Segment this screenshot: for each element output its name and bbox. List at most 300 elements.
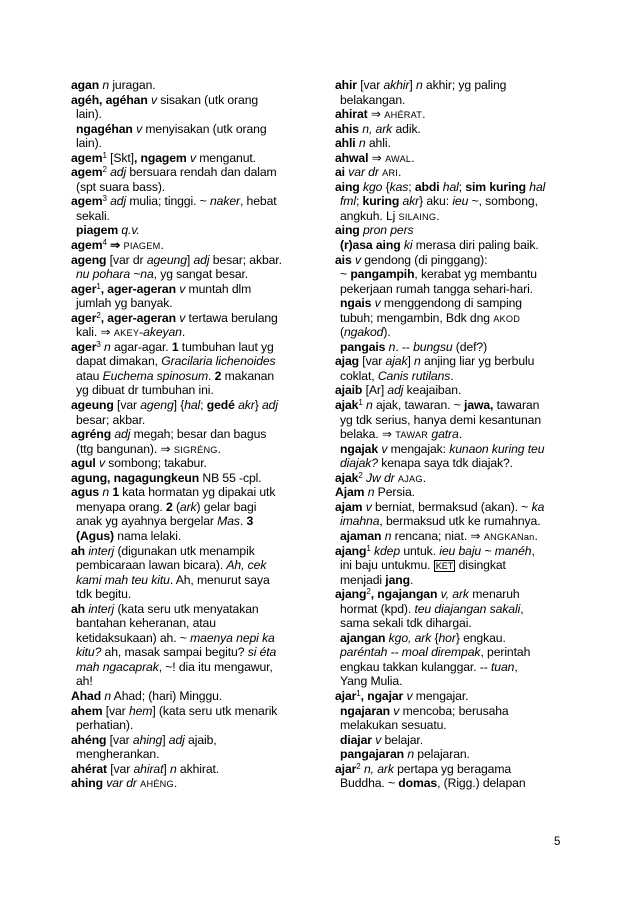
definition-text: ). xyxy=(383,325,391,340)
dictionary-line xyxy=(71,485,303,500)
homonym-number: 1 xyxy=(96,281,101,291)
headword-bold: domas xyxy=(398,776,438,791)
dictionary-line xyxy=(71,442,303,457)
definition-text: untuk. xyxy=(400,543,440,558)
definition-text: . xyxy=(436,208,440,223)
headword-bold: agan xyxy=(71,78,100,92)
definition-text: NB 55 -cpl. xyxy=(199,470,262,485)
definition-text: akhir; yg paling xyxy=(422,78,507,92)
headword-bold: pangajaran xyxy=(340,747,405,762)
headword-bold: ahli xyxy=(335,136,356,151)
dictionary-line xyxy=(335,354,567,369)
dictionary-line xyxy=(335,747,567,762)
dictionary-line xyxy=(335,413,567,428)
italic-text: n, ark xyxy=(363,761,394,776)
dictionary-line xyxy=(335,573,567,588)
italic-text: adj xyxy=(168,732,185,747)
headword-bold: kuring xyxy=(362,194,400,209)
italic-text: n xyxy=(104,688,112,703)
headword-bold: ahir xyxy=(335,78,357,92)
definition-text: pelajaran. xyxy=(414,747,470,762)
headword-bold: 1 xyxy=(112,485,120,500)
definition-text: , kerabat yg membantu xyxy=(414,267,537,282)
cross-reference: AHÉRAT xyxy=(384,110,423,121)
definition-text: belaka. ⇒ xyxy=(340,427,396,442)
definition-text: Persia. xyxy=(374,485,415,500)
headword-bold: agem xyxy=(71,238,103,253)
headword-bold: ajangan xyxy=(340,630,386,645)
italic-text: diajak? xyxy=(340,456,378,471)
definition-text: besar; akbar. xyxy=(76,412,146,427)
dictionary-line xyxy=(71,587,303,602)
definition-text: belakangan. xyxy=(340,92,406,107)
definition-text: atau xyxy=(76,368,103,383)
dictionary-line xyxy=(71,413,303,428)
dictionary-line xyxy=(335,194,567,209)
definition-text: . xyxy=(534,528,538,543)
headword-bold: agung, nagagungkeun xyxy=(71,470,200,485)
headword-bold: ahis xyxy=(335,121,359,136)
headword-bold: ⇒ xyxy=(110,238,121,253)
dictionary-line xyxy=(71,93,303,108)
italic-text: naker xyxy=(209,194,240,209)
italic-text: adj xyxy=(114,427,131,442)
definition-text: melakukan sesuatu. xyxy=(340,718,447,733)
italic-text: ieu xyxy=(452,194,469,209)
definition-text: hormat (kpd). xyxy=(340,601,415,616)
dictionary-line xyxy=(335,122,567,137)
italic-text: v xyxy=(98,456,105,471)
italic-text: n xyxy=(384,528,392,543)
italic-text: si éta xyxy=(247,645,277,660)
dictionary-line xyxy=(71,645,303,660)
definition-text: Yang Mulia. xyxy=(340,674,403,689)
italic-text: hal xyxy=(529,179,546,194)
dictionary-line xyxy=(71,122,303,137)
headword-bold: ajak xyxy=(335,398,359,413)
dictionary-line xyxy=(335,718,567,733)
definition-text: . xyxy=(208,368,215,383)
headword-bold: Ahad xyxy=(71,688,102,703)
headword-bold: ais xyxy=(335,252,352,267)
definition-text: ajaib, xyxy=(184,732,217,747)
definition-text: . xyxy=(450,368,454,383)
definition-text: ~ xyxy=(340,267,351,282)
headword-bold: ageng xyxy=(71,252,107,267)
dictionary-line xyxy=(71,398,303,413)
italic-text: n xyxy=(102,78,110,92)
definition-text: ajak, tawaran. ~ xyxy=(372,398,465,413)
definition-text: , hebat xyxy=(239,194,277,209)
dictionary-line xyxy=(71,296,303,311)
dictionary-line xyxy=(335,762,567,777)
italic-text: akhir xyxy=(383,78,410,92)
headword-bold: (r)asa aing xyxy=(340,238,401,253)
definition-text: . xyxy=(422,470,426,485)
italic-text: kami mah teu kitu xyxy=(76,572,170,587)
headword-bold: agem xyxy=(71,150,103,165)
dictionary-line xyxy=(71,282,303,297)
headword-bold: jawa, xyxy=(464,398,494,413)
italic-text: hem xyxy=(128,703,153,718)
definition-text: , yg sangat besar. xyxy=(153,267,249,282)
headword-bold: jang xyxy=(385,572,410,587)
dictionary-line xyxy=(71,383,303,398)
italic-text: n xyxy=(414,354,421,369)
definition-text: (digunakan utk menampik xyxy=(114,543,255,558)
italic-text: kdep xyxy=(374,543,401,558)
definition-text: ; xyxy=(458,179,466,194)
definition-text: jumlah yg banyak. xyxy=(76,296,173,311)
italic-text: ahing xyxy=(132,732,163,747)
dictionary-line xyxy=(71,660,303,675)
definition-text: kali. ⇒ xyxy=(76,325,114,340)
headword-bold: piagem xyxy=(76,223,119,238)
italic-text: imahna xyxy=(340,514,380,529)
definition-text: tubuh; mengambin, Bdk dng xyxy=(340,310,494,325)
definition-text: gendong (di pinggang): xyxy=(360,252,488,267)
definition-text: menjadi xyxy=(340,572,386,587)
definition-text: tawaran xyxy=(493,398,540,413)
headword-bold: gedé xyxy=(206,398,235,413)
dictionary-line xyxy=(335,383,567,398)
italic-text: paréntah -- moal dirempak xyxy=(340,645,481,660)
italic-text: pron pers xyxy=(362,223,414,238)
definition-text: sisakan (utk orang xyxy=(156,92,259,107)
headword-bold: diajar xyxy=(340,732,372,747)
dictionary-line xyxy=(335,282,567,297)
dictionary-line xyxy=(335,587,567,602)
italic-text: n xyxy=(388,339,396,354)
definition-text: megah; besar dan bagus xyxy=(130,427,267,442)
definition-text: bersuara rendah dan dalam xyxy=(126,165,277,180)
dictionary-line xyxy=(335,340,567,355)
definition-text: menggendong di samping xyxy=(380,296,522,311)
definition-text: ] { xyxy=(173,398,185,413)
dictionary-line xyxy=(71,223,303,238)
page-number: 5 xyxy=(554,836,561,848)
headword-bold: abdi xyxy=(414,179,440,194)
cross-reference: SILAING xyxy=(398,211,437,222)
headword-bold: ngagéhan xyxy=(76,121,133,136)
dictionary-line xyxy=(71,776,303,791)
definition-text: mengherankan. xyxy=(76,747,160,762)
homonym-number: 1 xyxy=(358,398,363,408)
headword-bold: aing xyxy=(335,223,360,238)
italic-text: maenya nepi ka xyxy=(190,630,275,645)
headword-bold: , ngagem xyxy=(133,150,187,165)
definition-text: . xyxy=(217,441,221,456)
headword-bold: ajaman xyxy=(340,528,382,543)
dictionary-column-left xyxy=(71,78,303,791)
dictionary-line xyxy=(71,180,303,195)
italic-text: hal xyxy=(184,398,201,413)
dictionary-line xyxy=(335,704,567,719)
definition-text: ] xyxy=(409,78,416,92)
headword-bold: ai xyxy=(335,165,345,180)
dictionary-line xyxy=(335,456,567,471)
italic-text: v xyxy=(406,688,413,703)
definition-text: menaruh xyxy=(468,587,520,602)
definition-text: . xyxy=(173,776,178,791)
dictionary-line xyxy=(71,354,303,369)
definition-text: { xyxy=(382,179,390,194)
homonym-number: 3 xyxy=(96,339,101,349)
definition-text: [Skt] xyxy=(106,150,134,165)
definition-text: ; xyxy=(355,194,363,209)
italic-text: adj xyxy=(193,252,210,267)
dictionary-line xyxy=(71,718,303,733)
italic-text: akeyan xyxy=(143,325,182,340)
definition-text: , (Rigg.) delapan xyxy=(437,776,526,791)
dictionary-line xyxy=(71,427,303,442)
homonym-number: 1 xyxy=(366,543,371,553)
definition-text: . xyxy=(409,572,414,587)
cross-reference: AKOD xyxy=(493,313,521,324)
dictionary-line xyxy=(335,427,567,442)
definition-text: kenapa saya tdk diajak?. xyxy=(377,456,513,471)
definition-text: ] xyxy=(407,354,415,369)
headword-bold: ahem xyxy=(71,703,103,718)
headword-bold: agem xyxy=(71,165,103,180)
headword-bold: aing xyxy=(335,179,360,194)
italic-text: Ah, cek xyxy=(226,558,267,573)
italic-text: v xyxy=(179,281,186,296)
dictionary-line xyxy=(71,311,303,326)
cross-reference: ARI xyxy=(382,168,399,179)
headword-bold: agéh, agéhan xyxy=(71,92,148,107)
headword-bold: ajar xyxy=(335,761,357,776)
dictionary-line xyxy=(335,253,567,268)
definition-text: yg tdk serius, hanya demi kesantunan xyxy=(340,412,541,427)
homonym-number: 2 xyxy=(366,587,371,597)
italic-text: hor xyxy=(438,630,456,645)
dictionary-line xyxy=(335,78,567,93)
dictionary-line xyxy=(71,325,303,340)
definition-text: . xyxy=(398,165,402,180)
definition-text: merasa diri paling baik. xyxy=(412,238,539,253)
italic-text: kunaon kuring teu xyxy=(449,441,545,456)
definition-text: mengajar. xyxy=(412,688,469,703)
headword-bold: ahirat xyxy=(335,107,368,122)
dictionary-line xyxy=(71,500,303,515)
dictionary-line xyxy=(71,194,303,209)
dictionary-line xyxy=(335,369,567,384)
italic-text: n, ark xyxy=(362,121,393,136)
headword-bold: ajar xyxy=(335,688,357,703)
definition-text: adik. xyxy=(392,121,421,136)
italic-text: adj xyxy=(110,194,127,209)
dictionary-line xyxy=(335,733,567,748)
headword-bold: ager xyxy=(71,310,97,325)
cross-reference: AKEY xyxy=(113,328,140,339)
definition-text: . xyxy=(458,427,462,442)
italic-text: kitu? xyxy=(76,645,102,660)
dictionary-line xyxy=(335,514,567,529)
italic-text: ki xyxy=(403,238,413,253)
italic-text: ajak xyxy=(385,354,408,369)
definition-text: menyisakan (utk orang xyxy=(142,121,267,136)
definition-text: ketidaksukaan) ah. ~ xyxy=(76,630,191,645)
dictionary-line xyxy=(71,631,303,646)
dictionary-line xyxy=(71,558,303,573)
italic-text: v xyxy=(150,92,157,107)
italic-text: Jw dr xyxy=(365,470,395,485)
italic-text: mah ngacaprak xyxy=(76,659,159,674)
cross-reference: TAWAR xyxy=(395,430,429,441)
definition-text: ( xyxy=(340,325,344,340)
definition-text: lain). xyxy=(76,136,102,151)
italic-text: n xyxy=(367,485,375,500)
definition-text: tdk begitu. xyxy=(76,587,132,602)
italic-text: nu pohara ~na xyxy=(76,267,154,282)
boxed-abbreviation: KET xyxy=(435,561,454,572)
dictionary-line xyxy=(71,253,303,268)
definition-text: (def?) xyxy=(452,339,488,354)
italic-text: v xyxy=(179,310,186,325)
dictionary-line xyxy=(335,660,567,675)
definition-text: ah, masak sampai begitu? xyxy=(101,645,248,660)
dictionary-line xyxy=(335,180,567,195)
definition-text: keajaiban. xyxy=(403,383,462,398)
headword-bold: ahéng xyxy=(71,732,107,747)
cross-reference: ANGKANan xyxy=(483,531,535,542)
definition-text: ] (kata seru utk menarik xyxy=(152,703,278,718)
dictionary-line xyxy=(71,602,303,617)
italic-text: interj xyxy=(88,543,115,558)
cross-reference: AWAL xyxy=(385,153,412,164)
definition-text: ; xyxy=(200,398,207,413)
headword-bold: 2 xyxy=(165,499,173,514)
italic-text: q.v. xyxy=(121,223,140,238)
italic-text: ark xyxy=(179,499,197,514)
definition-text: - xyxy=(139,325,144,340)
definition-text: . xyxy=(422,107,426,122)
dictionary-line xyxy=(71,369,303,384)
italic-text: hal xyxy=(442,179,459,194)
definition-text: pertapa yg beragama xyxy=(393,761,512,776)
definition-text: } engkau. xyxy=(455,630,506,645)
dictionary-line xyxy=(335,645,567,660)
dictionary-line xyxy=(335,689,567,704)
headword-bold: , ager-ageran xyxy=(100,310,176,325)
headword-bold: ageung xyxy=(71,398,114,413)
homonym-number: 1 xyxy=(356,688,361,698)
headword-bold: pangampih xyxy=(350,267,415,282)
italic-text: fml xyxy=(340,194,356,209)
italic-text: ngakod xyxy=(343,325,384,340)
definition-text: sombong; takabur. xyxy=(104,456,207,471)
dictionary-line xyxy=(335,616,567,631)
italic-text: var dr xyxy=(348,165,379,180)
headword-bold: ahwal xyxy=(335,150,369,165)
dictionary-line xyxy=(335,311,567,326)
dictionary-line xyxy=(335,631,567,646)
definition-text: , ~! dia itu mengawur, xyxy=(158,659,273,674)
dictionary-line xyxy=(335,296,567,311)
dictionary-line xyxy=(335,93,567,108)
dictionary-line xyxy=(335,165,567,180)
definition-text: . xyxy=(160,238,164,253)
dictionary-line xyxy=(335,529,567,544)
dictionary-line xyxy=(335,398,567,413)
italic-text: Euchema spinosum xyxy=(102,368,209,383)
dictionary-line xyxy=(335,442,567,457)
dictionary-line xyxy=(71,616,303,631)
definition-text: ; xyxy=(408,179,415,194)
italic-text: ageng xyxy=(140,398,174,413)
dictionary-line xyxy=(71,529,303,544)
definition-text: juragan. xyxy=(109,78,156,92)
headword-bold: ahing xyxy=(71,776,103,791)
dictionary-line xyxy=(335,238,567,253)
italic-text: ieu baju ~ manéh xyxy=(439,543,532,558)
definition-text: ah! xyxy=(76,674,93,689)
dictionary-column-right xyxy=(335,78,567,791)
definition-text: disingkat xyxy=(455,558,506,573)
definition-text: berniat, bermaksud (akan). ~ xyxy=(371,499,532,514)
definition-text: } xyxy=(254,398,262,413)
headword-bold: ahérat xyxy=(71,761,107,776)
definition-text: bantahan keheranan, atau xyxy=(76,616,216,631)
italic-text: akr xyxy=(238,398,255,413)
dictionary-line xyxy=(71,471,303,486)
dictionary-line xyxy=(71,136,303,151)
italic-text: v xyxy=(189,150,196,165)
cross-reference: SIGRÉNG xyxy=(173,444,218,455)
homonym-number: 2 xyxy=(356,761,361,771)
definition-text: [var xyxy=(106,732,133,747)
definition-text: ] xyxy=(163,761,170,776)
definition-text: ⇒ xyxy=(367,107,385,122)
definition-text: ) gelar bagi xyxy=(196,499,257,514)
headword-bold: sim kuring xyxy=(465,179,526,194)
headword-bold: ajang xyxy=(335,543,367,558)
headword-bold: , ager-ageran xyxy=(100,281,176,296)
dictionary-line xyxy=(71,78,303,93)
dictionary-line xyxy=(71,340,303,355)
italic-text: adj xyxy=(387,383,404,398)
headword-bold: ajag xyxy=(335,354,359,369)
definition-text: [var xyxy=(359,354,386,369)
cross-reference: PIAGEM xyxy=(123,241,161,252)
headword-bold: ah xyxy=(71,543,86,558)
definition-text: tertawa berulang xyxy=(185,310,278,325)
definition-text: [var xyxy=(106,761,134,776)
definition-text: ( xyxy=(172,499,180,514)
definition-text: [var xyxy=(356,78,384,92)
definition-text: ] xyxy=(186,252,194,267)
italic-text: v xyxy=(365,499,372,514)
dictionary-line xyxy=(335,776,567,791)
dictionary-line xyxy=(335,151,567,166)
italic-text: n xyxy=(365,398,373,413)
definition-text: [Ar] xyxy=(362,383,388,398)
dictionary-line xyxy=(71,573,303,588)
headword-bold: ager xyxy=(71,281,97,296)
definition-text: ahli. xyxy=(365,136,391,151)
headword-bold: agréng xyxy=(71,427,112,442)
definition-text: . xyxy=(181,325,186,340)
definition-text: muntah dlm xyxy=(185,281,252,296)
italic-text: Gracilaria lichenoides xyxy=(161,354,276,369)
definition-text: coklat, xyxy=(340,368,378,383)
italic-text: v xyxy=(375,732,382,747)
headword-bold: , ngajar xyxy=(360,688,404,703)
dictionary-line xyxy=(335,223,567,238)
italic-text: v, ark xyxy=(440,587,469,602)
definition-text: belajar. xyxy=(381,732,424,747)
